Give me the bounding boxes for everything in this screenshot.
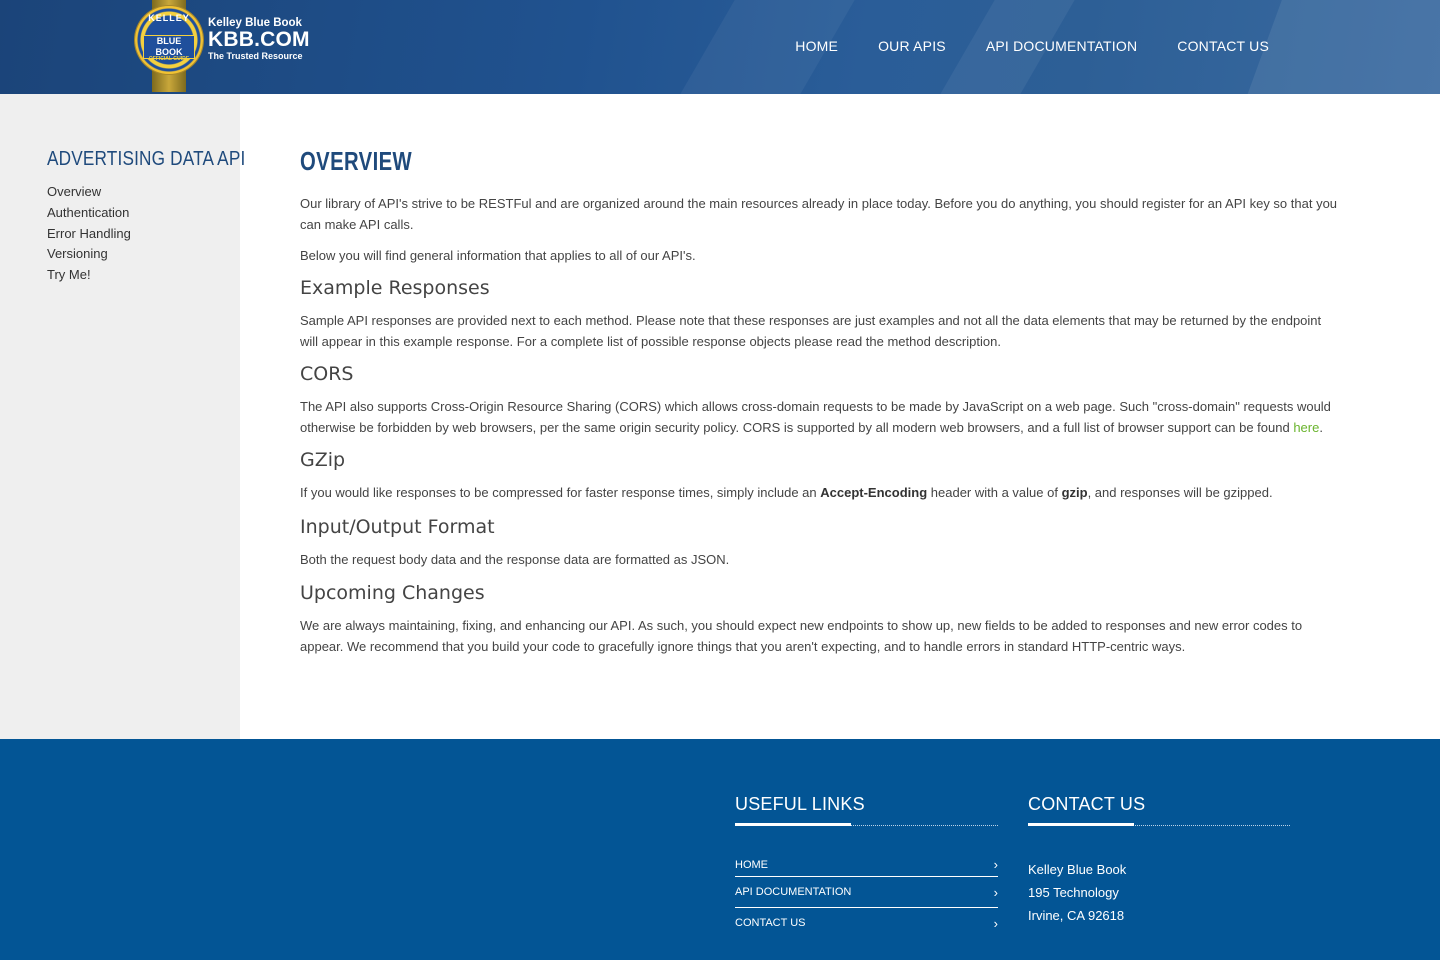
- contact-column: [1028, 794, 1290, 927]
- useful-links-column: [735, 794, 998, 939]
- nav-contact-us[interactable]: CONTACT US: [1177, 38, 1269, 54]
- gzip-value-label: gzip: [1061, 485, 1088, 500]
- chevron-right-icon: ›: [993, 885, 998, 900]
- footer-link-api-documentation[interactable]: API DOCUMENTATION ›: [735, 877, 998, 908]
- sidebar-title: ADVERTISING DATA API: [47, 148, 246, 170]
- cors-browser-support-link[interactable]: here: [1293, 420, 1320, 435]
- nav-api-documentation[interactable]: API DOCUMENTATION: [985, 38, 1138, 54]
- example-responses-text: Sample API responses are provided next to each method. Please note that these responses are just examples and not all the data elements that may be returned by the endpoint will appear in this example response. For a complete list of possible response objects please read the method description.: [300, 313, 1322, 349]
- footer-divider: [735, 823, 998, 827]
- sidebar-menu: [47, 182, 131, 286]
- sidebar-item-try-me[interactable]: Try Me!: [47, 267, 91, 283]
- contact-address: [1028, 858, 1290, 927]
- section-heading-input-output: Input/Output Format: [300, 516, 495, 538]
- upcoming-changes-text: We are always maintaining, fixing, and enhancing our API. As such, you should expect new endpoints to show up, new fields to be added to responses and new error codes to appear. We recommend that you build your code to gracefully ignore things that you aren't expecting, and to handle errors in standard HTTP-centric ways.: [300, 618, 1303, 654]
- cors-text: The API also supports Cross-Origin Resource Sharing (CORS) which allows cross-domain requests to be made by JavaScript on a web page. Such "cross-domain" requests would otherwise be forbidden by web browsers, per the same origin security policy. CORS is supported by all modern web browsers, and a full list of browser support can be found here.: [300, 399, 1331, 435]
- nav-our-apis[interactable]: OUR APIS: [878, 38, 946, 54]
- intro-paragraph: Our library of API's strive to be RESTFul and are organized around the main resources already in place today. Before you do anything, you should register for an API key so that you can make API calls.: [300, 196, 1338, 232]
- gzip-text: If you would like responses to be compressed for faster response times, simply include an Accept-Encoding header with a value of gzip, and responses will be gzipped.: [300, 485, 1273, 500]
- footer-link-home[interactable]: HOME ›: [735, 855, 998, 877]
- main-nav: [795, 38, 1269, 54]
- nav-home[interactable]: HOME: [795, 38, 839, 54]
- footer-link-contact-us[interactable]: CONTACT US ›: [735, 908, 998, 939]
- useful-links-title: USEFUL LINKS: [735, 794, 865, 814]
- intro-paragraph-2: Below you will find general information that applies to all of our API's.: [300, 248, 696, 263]
- logo-line-1: Kelley Blue Book: [208, 17, 302, 29]
- logo-tagline: The Trusted Resource: [208, 51, 303, 61]
- accept-encoding-label: Accept-Encoding: [820, 485, 928, 500]
- useful-links-list: [735, 855, 998, 939]
- site-footer: [0, 739, 1440, 960]
- section-heading-example-responses: Example Responses: [300, 277, 490, 299]
- kbb-seal-icon: KELLEY BLUE BOOK OFFICIAL GUIDE: [135, 6, 203, 74]
- chevron-right-icon: ›: [993, 916, 998, 931]
- footer-divider: [1028, 823, 1290, 827]
- contact-title: CONTACT US: [1028, 794, 1146, 814]
- sidebar-item-versioning[interactable]: Versioning: [47, 246, 108, 262]
- section-heading-upcoming-changes: Upcoming Changes: [300, 582, 485, 604]
- sidebar-item-authentication[interactable]: Authentication: [47, 204, 130, 220]
- section-heading-gzip: GZip: [300, 449, 346, 471]
- address-city: Irvine, CA 92618: [1028, 908, 1125, 923]
- section-heading-cors: CORS: [300, 363, 354, 385]
- main-content: [300, 140, 1340, 657]
- sidebar-item-error-handling[interactable]: Error Handling: [47, 225, 131, 241]
- logo-line-2: KBB.COM: [208, 28, 310, 51]
- sidebar: [0, 94, 246, 739]
- logo-wordmark: [208, 17, 310, 61]
- sidebar-item-overview[interactable]: Overview: [47, 184, 102, 199]
- kbb-logo[interactable]: [135, 0, 310, 94]
- address-name: Kelley Blue Book: [1028, 862, 1127, 877]
- chevron-right-icon: ›: [993, 857, 998, 872]
- site-header: [0, 0, 1440, 94]
- address-street: 195 Technology: [1028, 885, 1119, 900]
- input-output-text: Both the request body data and the response data are formatted as JSON.: [300, 552, 730, 567]
- page-title: OVERVIEW: [300, 146, 413, 176]
